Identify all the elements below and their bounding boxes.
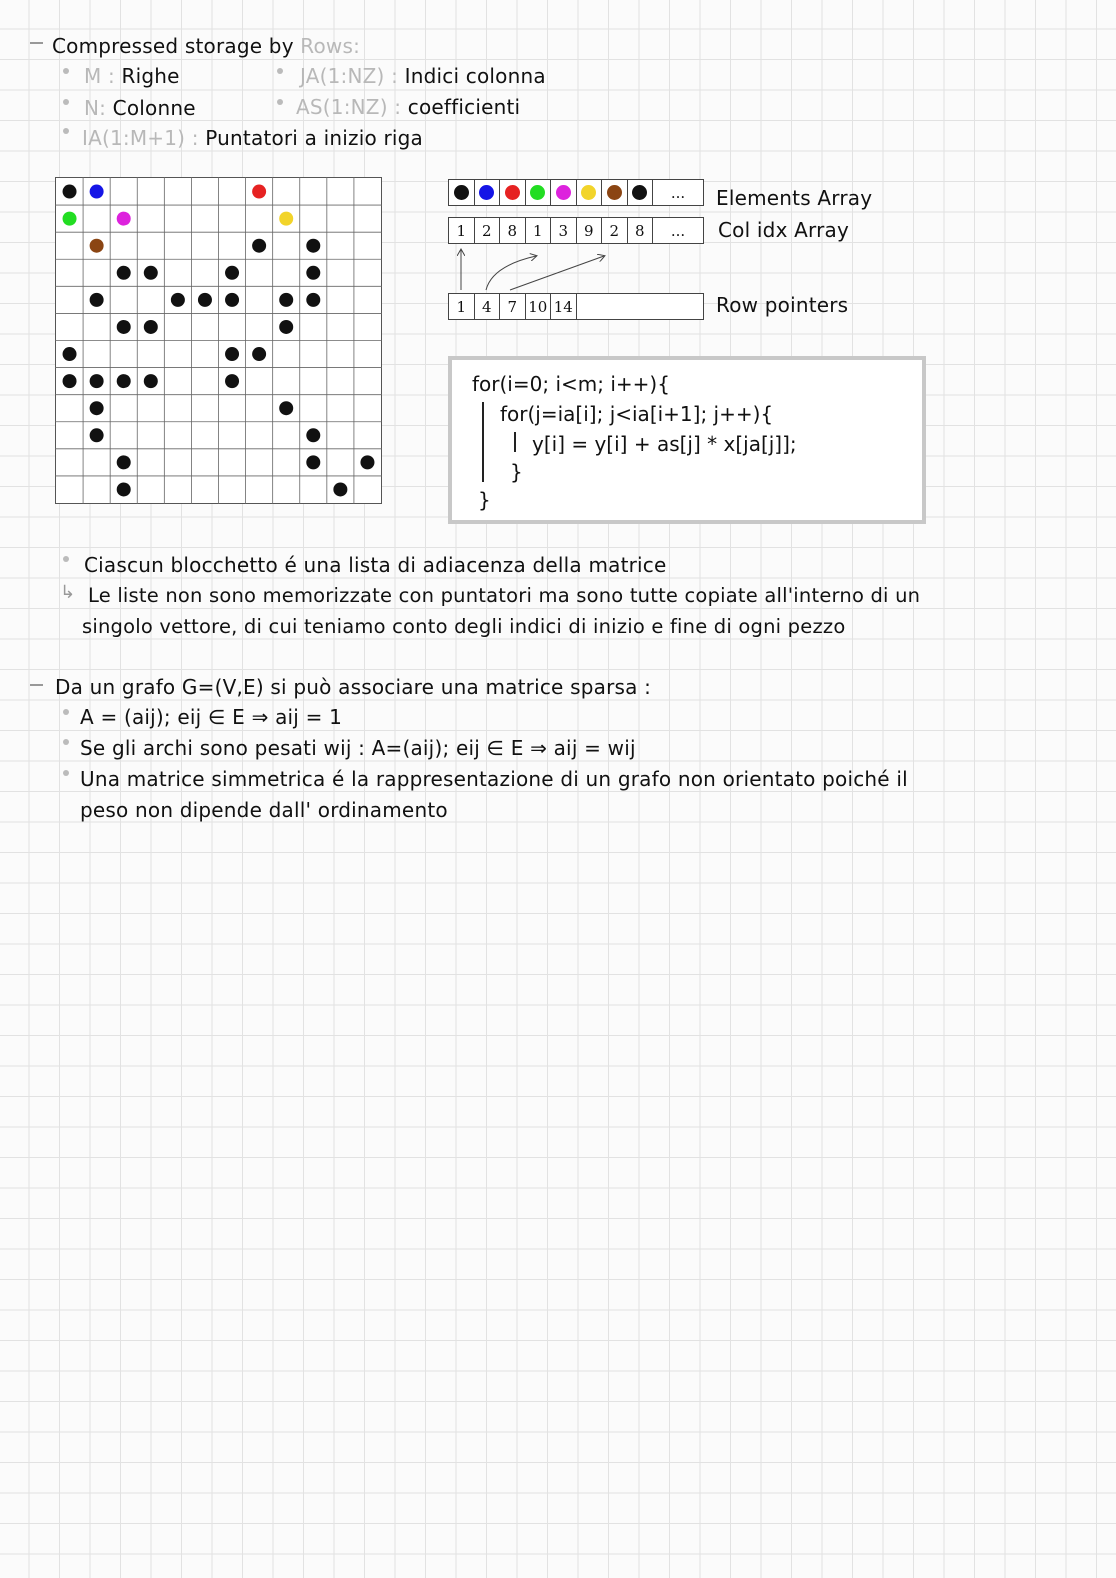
matrix-nonzero-dot bbox=[306, 266, 320, 280]
graph-bullet-weighted: Se gli archi sono pesati wij : A=(aij); eij ∈ E ⇒ aij = wij bbox=[80, 736, 636, 760]
bullet-dot bbox=[63, 709, 69, 715]
matrix-nonzero-dot bbox=[306, 455, 320, 469]
matrix-nonzero-dot bbox=[360, 455, 374, 469]
matrix-nonzero-dot bbox=[279, 293, 293, 307]
matrix-nonzero-dot bbox=[171, 293, 185, 307]
note-block-adjacency: Ciascun blocchetto é una lista di adiacenza della matrice bbox=[84, 553, 667, 577]
bullet-dot bbox=[63, 99, 69, 105]
element-color-dot bbox=[581, 185, 596, 200]
col-idx-cell: 8 bbox=[500, 218, 526, 243]
matrix-nonzero-dot bbox=[117, 320, 131, 334]
row-pointers-array bbox=[448, 293, 704, 320]
graph-bullet-symmetric-line1: Una matrice simmetrica é la rappresentazione di un grafo non orientato poiché il bbox=[80, 767, 908, 791]
elements-array-cell bbox=[526, 180, 552, 205]
matrix-nonzero-dot bbox=[225, 374, 239, 388]
hook-arrow-icon: ↳ bbox=[60, 582, 76, 603]
bullet-dot bbox=[63, 739, 69, 745]
elements-array bbox=[448, 179, 704, 206]
col-idx-cell: 2 bbox=[475, 218, 501, 243]
row-pointer-cell: 14 bbox=[551, 294, 577, 319]
bullet-n bbox=[84, 96, 196, 120]
bullet-ja-label: JA(1:NZ) : bbox=[300, 64, 399, 88]
element-color-dot bbox=[505, 185, 520, 200]
bullet-dot bbox=[63, 556, 69, 562]
element-color-dot bbox=[607, 185, 622, 200]
code-line-5: } bbox=[478, 488, 491, 512]
bullet-as-label: AS(1:NZ) : bbox=[296, 95, 402, 119]
matrix-nonzero-dot bbox=[225, 266, 239, 280]
bullet-dot bbox=[63, 68, 69, 74]
sparse-matrix bbox=[55, 177, 382, 504]
col-idx-array-label: Col idx Array bbox=[718, 218, 850, 242]
matrix-nonzero-dot bbox=[306, 428, 320, 442]
matrix-nonzero-dot bbox=[117, 212, 131, 226]
matrix-nonzero-dot bbox=[279, 320, 293, 334]
matrix-nonzero-dot bbox=[252, 239, 266, 253]
col-idx-cell: 1 bbox=[449, 218, 475, 243]
matrix-nonzero-dot bbox=[63, 374, 77, 388]
code-line-1: for(i=0; i<m; i++){ bbox=[472, 372, 670, 396]
col-idx-cell: 1 bbox=[526, 218, 552, 243]
bullet-dot bbox=[63, 128, 69, 134]
matrix-nonzero-dot bbox=[225, 293, 239, 307]
matrix-nonzero-dot bbox=[90, 374, 104, 388]
elements-array-cell bbox=[577, 180, 603, 205]
col-idx-cell: 8 bbox=[628, 218, 654, 243]
bullet-as-text: coefficienti bbox=[407, 95, 521, 119]
matrix-nonzero-dot bbox=[90, 428, 104, 442]
matrix-nonzero-dot bbox=[252, 185, 266, 199]
bullet-dot bbox=[277, 68, 283, 74]
element-color-dot bbox=[454, 185, 469, 200]
matrix-nonzero-dot bbox=[90, 293, 104, 307]
elements-array-cell bbox=[602, 180, 628, 205]
col-idx-cell: 9 bbox=[577, 218, 603, 243]
bullet-n-text: Colonne bbox=[112, 96, 196, 120]
arrow-2 bbox=[486, 256, 536, 290]
row-pointer-cell: 10 bbox=[526, 294, 552, 319]
matrix-nonzero-dot bbox=[117, 455, 131, 469]
bullet-m-label: M : bbox=[84, 64, 115, 88]
graph-bullet-symmetric-line2: peso non dipende dall' ordinamento bbox=[80, 798, 448, 822]
matrix-nonzero-dot bbox=[252, 347, 266, 361]
note-lists-line1: Le liste non sono memorizzate con puntatori ma sono tutte copiate all'interno di un bbox=[88, 584, 921, 607]
bullet-ia bbox=[82, 126, 423, 150]
code-line-2: for(j=ia[i]; j<ia[i+1]; j++){ bbox=[500, 402, 774, 426]
section-title bbox=[52, 34, 360, 58]
matrix-nonzero-dot bbox=[144, 266, 158, 280]
bullet-n-label: N: bbox=[84, 96, 107, 120]
matrix-nonzero-dot bbox=[90, 185, 104, 199]
row-pointer-empty bbox=[577, 294, 704, 319]
elements-array-cell bbox=[449, 180, 475, 205]
col-idx-array bbox=[448, 217, 704, 244]
col-idx-cell: 2 bbox=[602, 218, 628, 243]
bullet-dot bbox=[277, 99, 283, 105]
col-idx-ellipsis: ... bbox=[670, 221, 686, 240]
elements-array-cell bbox=[475, 180, 501, 205]
elements-array-ellipsis: ... bbox=[670, 183, 686, 202]
section-dash bbox=[30, 684, 43, 686]
graph-title: Da un grafo G=(V,E) si può associare una matrice sparsa : bbox=[55, 675, 652, 699]
element-color-dot bbox=[479, 185, 494, 200]
element-color-dot bbox=[632, 185, 647, 200]
matrix-nonzero-dot bbox=[63, 185, 77, 199]
bullet-m bbox=[84, 64, 180, 88]
elements-array-label: Elements Array bbox=[716, 186, 873, 210]
elements-array-cell bbox=[628, 180, 654, 205]
matrix-nonzero-dot bbox=[225, 347, 239, 361]
matrix-nonzero-dot bbox=[144, 374, 158, 388]
sparse-matrix-svg bbox=[55, 177, 382, 504]
matrix-nonzero-dot bbox=[63, 347, 77, 361]
elements-array-cell bbox=[551, 180, 577, 205]
row-pointers-label: Row pointers bbox=[716, 293, 849, 317]
matrix-nonzero-dot bbox=[333, 482, 347, 496]
code-indent-bar-inner bbox=[514, 432, 516, 452]
arrow-3 bbox=[510, 256, 604, 290]
matrix-nonzero-dot bbox=[144, 320, 158, 334]
bullet-m-text: Righe bbox=[121, 64, 180, 88]
matrix-nonzero-dot bbox=[117, 482, 131, 496]
matrix-nonzero-dot bbox=[90, 401, 104, 415]
row-pointer-cell: 7 bbox=[500, 294, 526, 319]
matrix-nonzero-dot bbox=[198, 293, 212, 307]
code-indent-bar bbox=[482, 402, 484, 482]
bullet-ja bbox=[300, 64, 546, 88]
matrix-nonzero-dot bbox=[306, 293, 320, 307]
col-idx-cell: 3 bbox=[551, 218, 577, 243]
element-color-dot bbox=[530, 185, 545, 200]
bullet-dot bbox=[63, 770, 69, 776]
section-title-rows: Rows: bbox=[300, 34, 361, 58]
bullet-ia-text: Puntatori a inizio riga bbox=[205, 126, 424, 150]
matrix-nonzero-dot bbox=[117, 266, 131, 280]
matrix-nonzero-dot bbox=[279, 401, 293, 415]
matrix-nonzero-dot bbox=[279, 212, 293, 226]
pointer-arrows bbox=[448, 244, 628, 294]
matrix-nonzero-dot bbox=[306, 239, 320, 253]
section-dash bbox=[30, 42, 43, 44]
bullet-ja-text: Indici colonna bbox=[404, 64, 546, 88]
row-pointer-cell: 4 bbox=[475, 294, 501, 319]
elements-array-cell bbox=[500, 180, 526, 205]
code-line-3: y[i] = y[i] + as[j] * x[ja[j]]; bbox=[532, 432, 797, 456]
matrix-nonzero-dot bbox=[117, 374, 131, 388]
matrix-nonzero-dot bbox=[63, 212, 77, 226]
code-line-4: } bbox=[510, 460, 523, 484]
bullet-as bbox=[296, 95, 520, 119]
matrix-nonzero-dot bbox=[90, 239, 104, 253]
element-color-dot bbox=[556, 185, 571, 200]
bullet-ia-label: IA(1:M+1) : bbox=[82, 126, 199, 150]
code-box bbox=[448, 356, 926, 524]
section-title-main: Compressed storage by bbox=[52, 34, 294, 58]
graph-bullet-adjacency: A = (aij); eij ∈ E ⇒ aij = 1 bbox=[80, 705, 343, 729]
row-pointer-cell: 1 bbox=[449, 294, 475, 319]
note-lists-line2: singolo vettore, di cui teniamo conto degli indici di inizio e fine di ogni pezzo bbox=[82, 615, 846, 638]
